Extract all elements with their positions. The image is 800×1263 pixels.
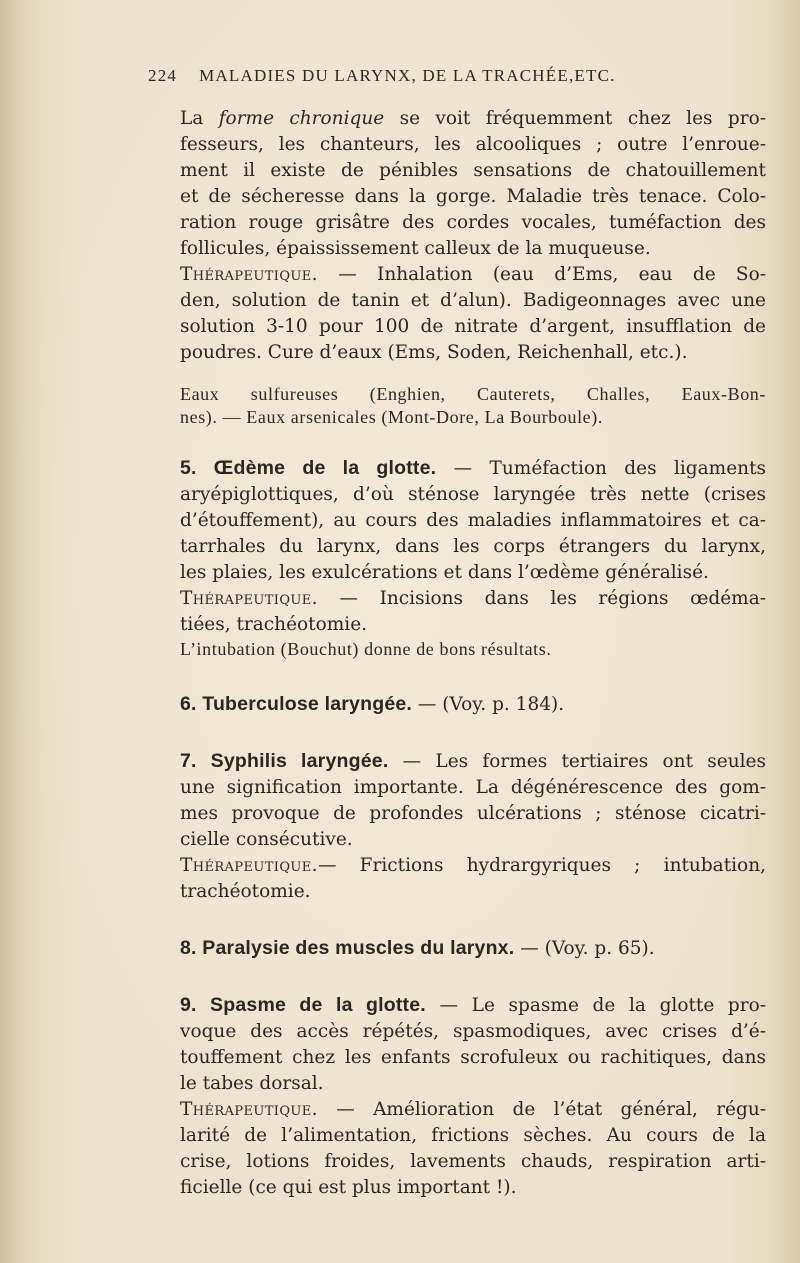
- text-line: mes provoque de profondes ulcérations ; sténose cicatri-: [180, 803, 766, 824]
- section-heading: 6. Tuberculose laryngée.: [180, 693, 413, 715]
- text-line: une signification importante. La dégénérescence des gom-: [180, 777, 766, 798]
- therapeutique-label: Thérapeutique.: [180, 1099, 318, 1120]
- note-eaux: [160, 383, 766, 429]
- section-heading: 5. Œdème de la glotte.: [180, 457, 437, 479]
- text-line: voque des accès répétés, spasmodiques, avec crises d’é-: [180, 1021, 766, 1042]
- section-heading: 7. Syphilis laryngée.: [180, 750, 389, 772]
- section-spasme-glotte: [160, 992, 766, 1097]
- text-line: den, solution de tanin et d’alun). Badigeonnages avec une: [180, 290, 766, 311]
- text-line: cielle consécutive.: [180, 829, 353, 850]
- text-line: larité de l’alimentation, frictions sèches. Au cours de la: [180, 1125, 766, 1146]
- text-line: fesseurs, les chanteurs, les alcooliques ; outre l’enroue-: [180, 134, 766, 155]
- note-intubation: [160, 638, 766, 661]
- text-line: Thérapeutique. — Inhalation (eau d’Ems, eau de So-: [180, 264, 766, 285]
- text-line: 5. Œdème de la glotte. — Tuméfaction des ligaments: [180, 457, 766, 479]
- therapeutique-label: Thérapeutique.: [180, 588, 318, 609]
- text-line: tarrhales du larynx, dans les corps étrangers du larynx,: [180, 536, 766, 557]
- paragraph-therapeutique-syphilis: [160, 853, 766, 905]
- text-line: ficielle (ce qui est plus important !).: [180, 1177, 517, 1198]
- paragraph-therapeutique-oedeme: [160, 586, 766, 638]
- text-line: poudres. Cure d’eaux (Ems, Soden, Reichenhall, etc.).: [180, 342, 688, 363]
- text-line: Thérapeutique. — Amélioration de l’état général, régu-: [180, 1099, 766, 1120]
- text-line: solution 3-10 pour 100 de nitrate d’argent, insufflation de: [180, 316, 766, 337]
- text-line: ment il existe de pénibles sensations de chatouillement: [180, 160, 766, 181]
- text-line: Thérapeutique.— Frictions hydrargyriques ; intubation,: [180, 855, 766, 876]
- text-line: ration rouge grisâtre des cordes vocales, tuméfaction des: [180, 212, 766, 233]
- text-line: trachéotomie.: [180, 881, 311, 902]
- text-line: crise, lotions froides, lavements chauds, respiration arti-: [180, 1151, 766, 1172]
- text-line: nes). — Eaux arsenicales (Mont-Dore, La Bourboule).: [180, 407, 603, 427]
- text-line: touffement chez les enfants scrofuleux ou rachitiques, dans: [180, 1047, 766, 1068]
- text-line: 7. Syphilis laryngée. — Les formes tertiaires ont seules: [180, 750, 766, 772]
- text-line: Thérapeutique. — Incisions dans les régions œdéma-: [180, 588, 766, 609]
- text-line: et de sécheresse dans la gorge. Maladie très tenace. Colo-: [180, 186, 766, 207]
- text-line: Eaux sulfureuses (Enghien, Cauterets, Challes, Eaux-Bon-: [180, 384, 766, 404]
- paragraph-forme-chronique: [160, 106, 766, 262]
- text-line: d’étouffement), au cours des maladies inflammatoires et ca-: [180, 510, 766, 531]
- paragraph-therapeutique-chronique: [160, 262, 766, 366]
- section-syphilis: [160, 748, 766, 853]
- text-line: aryépiglottiques, d’où sténose laryngée très nette (crises: [180, 484, 766, 505]
- text-line: 6. Tuberculose laryngée. — (Voy. p. 184).: [180, 693, 565, 715]
- text-line: La forme chronique se voit fréquemment chez les pro-: [180, 108, 766, 129]
- text-line: L’intubation (Bouchut) donne de bons résultats.: [180, 639, 552, 659]
- section-tuberculose: [160, 691, 766, 718]
- page-body: [160, 106, 766, 1201]
- therapeutique-label: Thérapeutique.: [180, 855, 318, 876]
- text-line: les plaies, les exulcérations et dans l’œdème généralisé.: [180, 562, 709, 583]
- page-number: 224: [148, 66, 178, 85]
- therapeutique-label: Thérapeutique.: [180, 264, 318, 285]
- section-oedeme-glotte: [160, 455, 766, 586]
- paragraph-therapeutique-spasme: [160, 1097, 766, 1201]
- section-heading: 9. Spasme de la glotte.: [180, 994, 426, 1016]
- running-title: MALADIES DU LARYNX, DE LA TRACHÉE,ETC.: [199, 66, 616, 85]
- text-line: le tabes dorsal.: [180, 1073, 324, 1094]
- text-line: 9. Spasme de la glotte. — Le spasme de la glotte pro-: [180, 994, 766, 1016]
- running-header: [148, 66, 708, 86]
- section-heading: 8. Paralysie des muscles du larynx.: [180, 937, 515, 959]
- text-line: tiées, trachéotomie.: [180, 614, 368, 635]
- text-line: follicules, épaississement calleux de la muqueuse.: [180, 238, 651, 259]
- text-line: 8. Paralysie des muscles du larynx. — (Voy. p. 65).: [180, 937, 655, 959]
- emphasis-forme-chronique: forme chronique: [218, 108, 385, 129]
- section-paralysie: [160, 935, 766, 962]
